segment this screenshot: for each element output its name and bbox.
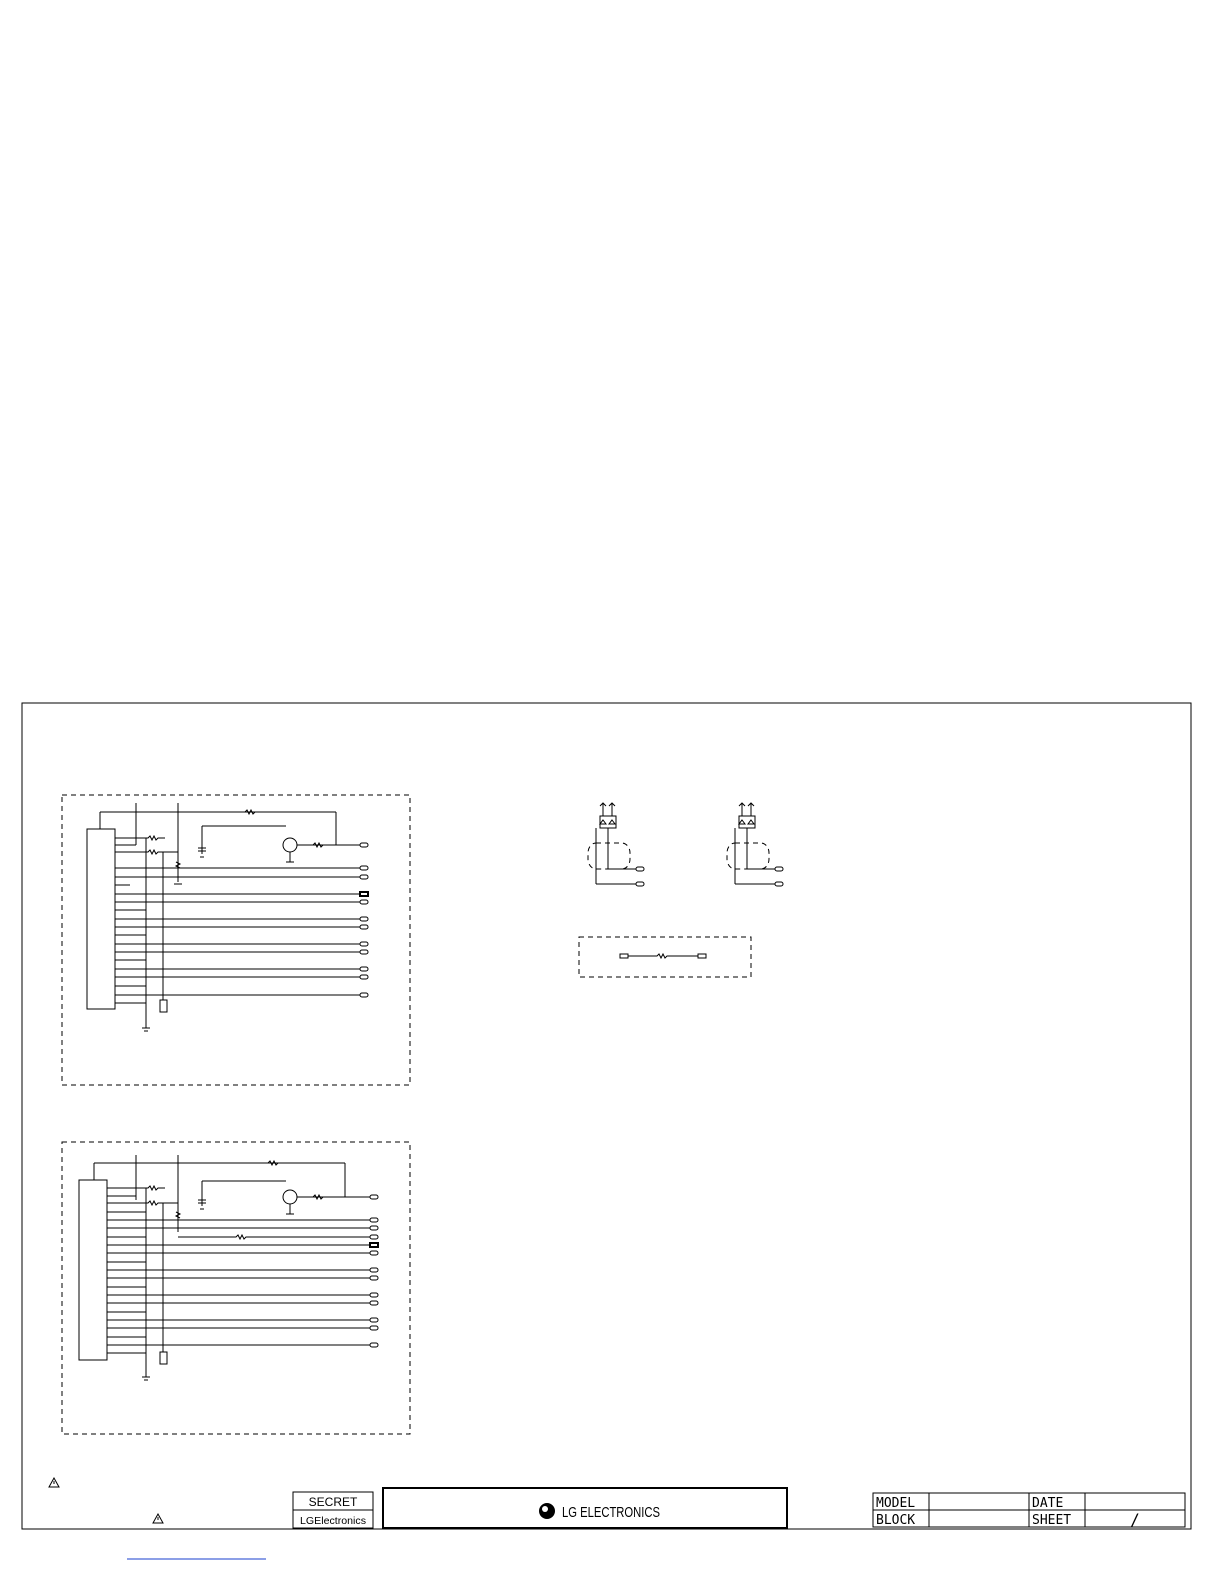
connector-body [79,1180,107,1360]
warning-triangle-icon [153,1514,163,1523]
transistor-icon [283,838,297,852]
dashed-frame [62,795,410,1085]
connector-block-top [62,795,410,1085]
sheet-label: SHEET [1032,1513,1072,1528]
model-label: MODEL [876,1496,916,1511]
dashed-frame [62,1142,410,1434]
connector-body [87,829,115,1009]
sheet-separator: / [1130,1510,1140,1529]
secret-box [293,1492,373,1528]
company-small-label: LGElectronics [300,1516,366,1527]
date-label: DATE [1032,1496,1064,1511]
sensor-circuit-left [588,803,644,886]
transistor-icon [283,1190,297,1204]
model-block-table [873,1493,1185,1529]
sensor-circuit-right [727,803,783,886]
signal-lines [107,1196,378,1353]
connector-block-bottom [62,1142,410,1434]
sheet-border [22,703,1191,1529]
block-label: BLOCK [876,1513,916,1528]
warning-triangle-icon [49,1478,59,1487]
company-banner [383,1488,787,1528]
secret-label: SECRET [308,1495,358,1509]
jumper-block [579,937,751,977]
company-logo-text: LG ELECTRONICS [562,1504,660,1521]
signal-lines [115,845,368,1003]
